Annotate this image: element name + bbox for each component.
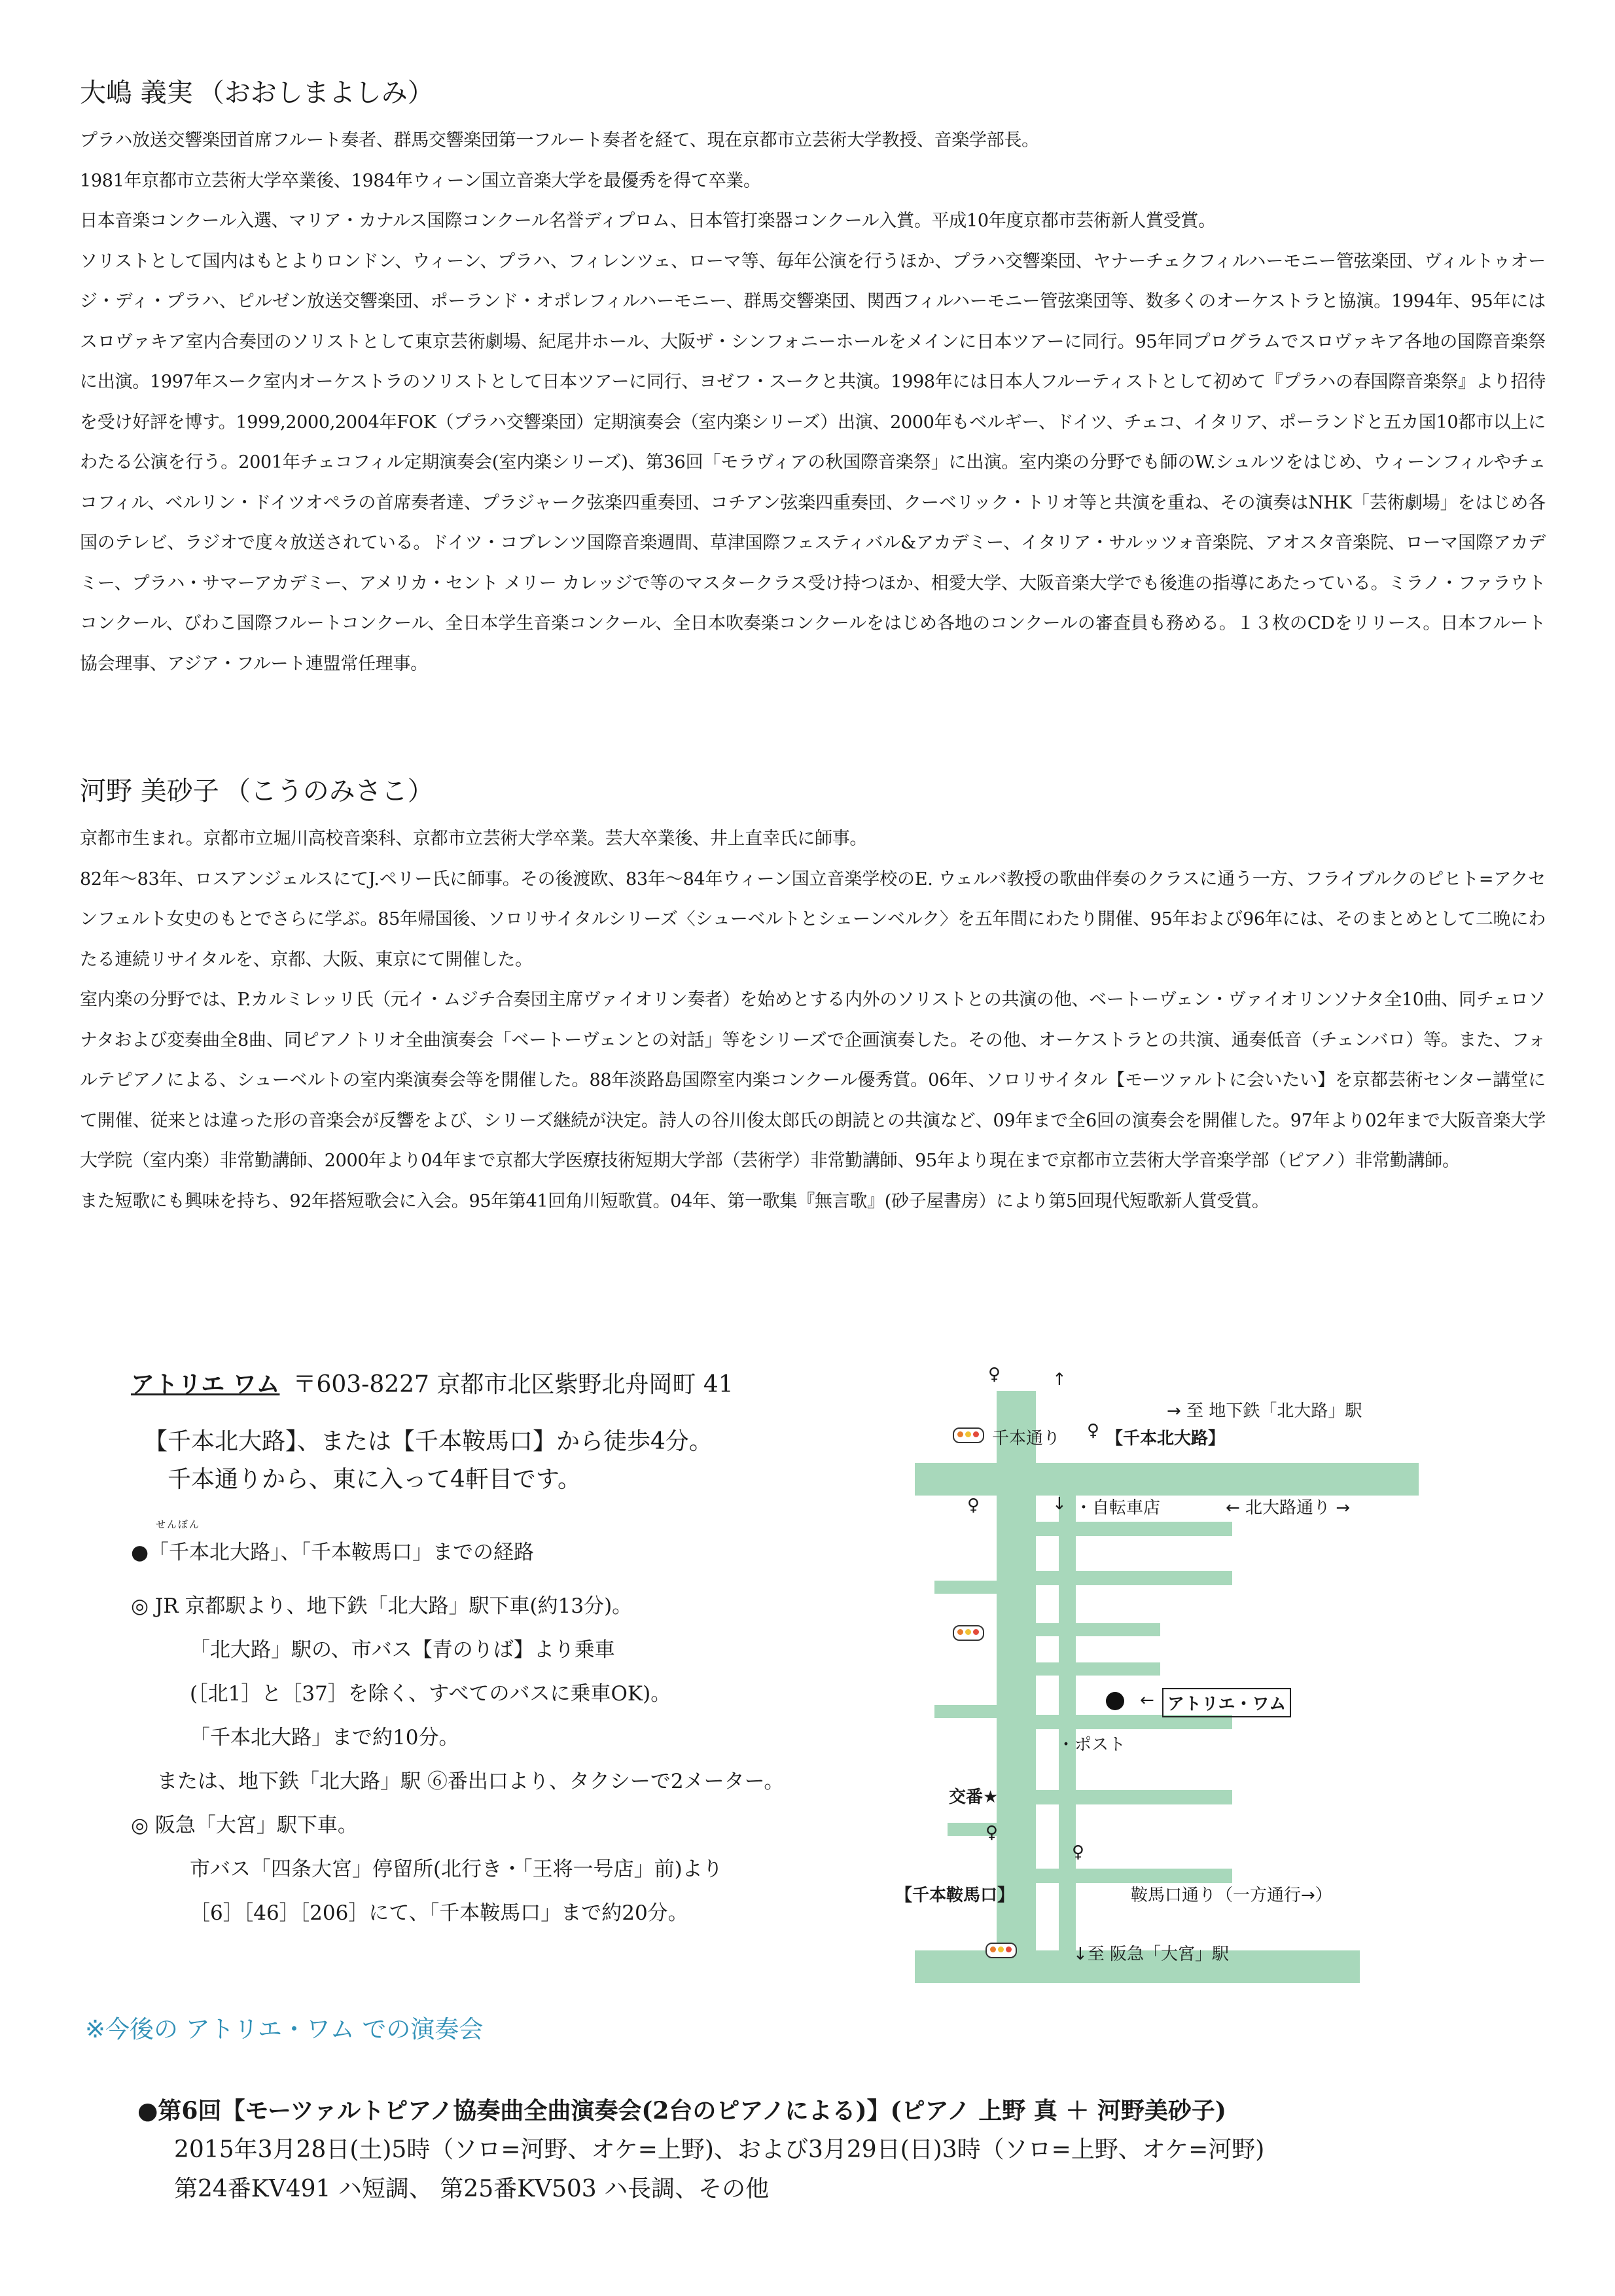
map-roads bbox=[895, 1365, 1445, 2003]
road-side bbox=[934, 1705, 997, 1718]
person-name: 河野 美砂子 bbox=[80, 776, 219, 806]
bio-paragraph: また短歌にも興味を持ち、92年搭短歌会に入会。95年第41回角川短歌賞。04年、第一歌集『無言歌』(砂子屋書房）により第5回現代短歌新人賞受賞。 bbox=[80, 1191, 1269, 1211]
road-kitaoji bbox=[915, 1463, 1419, 1496]
map-arrow-left: ← bbox=[1140, 1691, 1154, 1710]
map-label-to-kitaoji-station: → 至 地下鉄「北大路」駅 bbox=[1167, 1401, 1362, 1421]
venue-name: アトリエ ワム bbox=[131, 1371, 280, 1398]
traffic-signal-icon bbox=[985, 1943, 1017, 1958]
name-reading: （おおしまよしみ） bbox=[198, 78, 434, 108]
concert-program: 第24番KV491 ハ短調、 第25番KV503 ハ長調、その他 bbox=[174, 2176, 770, 2202]
biography-kono bbox=[80, 769, 1546, 1221]
bus-stop-icon: ♀ bbox=[1087, 1421, 1100, 1441]
upcoming-title: ※今後の アトリエ・ワム での演奏会 bbox=[85, 2015, 484, 2043]
map-label-atelier: アトリエ・ワム bbox=[1162, 1688, 1291, 1717]
map-arrow-up: ↑ bbox=[1052, 1370, 1067, 1390]
map-label-senbon-kitaoji: 【千本北大路】 bbox=[1106, 1429, 1226, 1448]
bio-paragraph: 京都市生まれ。京都市立堀川高校音楽科、京都市立芸術大学卒業。芸大卒業後、井上直幸氏に師事。 bbox=[80, 829, 868, 849]
venue-line bbox=[131, 1365, 870, 1405]
route-line: または、地下鉄「北大路」駅 ⑥番出口より、タクシーで2メーター。 bbox=[157, 1770, 785, 1793]
name-reading: （こうのみさこ） bbox=[224, 776, 434, 806]
route-line: (［北1］と［37］を除く、すべてのバスに乗車OK)。 bbox=[190, 1682, 671, 1706]
bio-paragraph: プラハ放送交響楽団首席フルート奏者、群馬交響楽団第一フルート奏者を経て、現在京都市立芸術大学教授、音楽学部長。 bbox=[80, 130, 1039, 151]
bus-stop-icon: ♀ bbox=[988, 1365, 1001, 1384]
bio-heading bbox=[80, 769, 1546, 814]
route-line: ◎ JR 京都駅より、地下鉄「北大路」駅下車(約13分)。 bbox=[131, 1594, 633, 1618]
route-line: 「北大路」駅の、市バス【青のりば】より乗車 bbox=[190, 1638, 615, 1662]
map-label-kitaoji-dori: ← 北大路通り → bbox=[1226, 1498, 1351, 1518]
venue-address: 〒603-8227 京都市北区紫野北舟岡町 41 bbox=[293, 1371, 734, 1398]
concert-dates: 2015年3月28日(土)5時（ソロ=河野、オケ=上野)、および3月29日(日)3時（ソロ=上野、オケ=河野) bbox=[174, 2136, 1265, 2163]
access-map bbox=[895, 1365, 1445, 2003]
map-label-to-omiya: ↓至 阪急「大宮」駅 bbox=[1073, 1945, 1230, 1964]
road-side bbox=[1036, 1623, 1160, 1636]
route-heading bbox=[131, 1518, 870, 1565]
route-list bbox=[131, 1585, 870, 1935]
atelier-location-icon bbox=[1106, 1692, 1124, 1710]
concert-info bbox=[137, 2091, 1544, 2209]
map-label-kuramaguchi-dori: 鞍馬口通り（一方通行→） bbox=[1131, 1886, 1332, 1905]
bus-stop-icon: ♀ bbox=[1072, 1842, 1085, 1862]
bio-paragraph: 82年〜83年、ロスアンジェルスにてJ.ペリー氏に師事。その後渡欧、83年〜84年ウィーン国立音楽学校のE. ウェルバ教授の歌曲伴奏のクラスに通う一方、フライブルクのピヒト=アクセンフェルト女史のもとでさらに学ぶ。85年帰国後、ソロリサイタルシリーズ〈シューベルトとシェーンベルク〉を五年間にわたり開催、95年および96年には、そのまとめとして二晩にわたる連続リサイタルを、京都、大阪、東京にて開催した。 bbox=[80, 869, 1546, 970]
person-name: 大嶋 義実 bbox=[80, 78, 193, 108]
route-heading-text: ●「千本北大路」、「千本鞍馬口」までの経路 bbox=[131, 1541, 535, 1564]
walk-directions bbox=[131, 1423, 870, 1499]
bio-paragraph: 室内楽の分野では、P.カルミレッリ氏（元イ・ムジチ合奏団主席ヴァイオリン奏者）を始めとする内外のソリストとの共演の他、ベートーヴェン・ヴァイオリンソナタ全10曲、同チェロソナタおよび変奏曲全8曲、同ピアノトリオ全曲演奏会「ベートーヴェンとの対話」等をシリーズで企画演奏した。その他、オーケストラとの共演、通奏低音（チェンバロ）等。また、フォルテピアノによる、シューベルトの室内楽演奏会等を開催した。88年淡路島国際室内楽コンクール優秀賞。06年、ソロリサイタル【モーツァルトに会いたい】を京都芸術センター講堂にて開催、従来とは違った形の音楽会が反響をよび、シリーズ継続が決定。詩人の谷川俊太郎氏の朗読との共演など、09年まで全6回の演奏会を開催した。97年より02年まで大阪音楽大学大学院（室内楽）非常勤講師、2000年より04年まで京都大学医療技術短期大学部（芸術学）非常勤講師、95年より現在まで京都市立芸術大学音楽学部（ピアノ）非常勤講師。 bbox=[80, 990, 1546, 1171]
route-line: 「千本北大路」まで約10分。 bbox=[190, 1726, 459, 1749]
bio-paragraph: 日本音楽コンクール入選、マリア・カナルス国際コンクール名誉ディプロム、日本管打楽器コンクール入賞。平成10年度京都市芸術新人賞受賞。 bbox=[80, 211, 1216, 231]
traffic-signal-icon bbox=[953, 1625, 984, 1641]
map-label-post: ・ポスト bbox=[1057, 1735, 1126, 1755]
road-side bbox=[934, 1581, 997, 1594]
route-line: 市バス「四条大宮」停留所(北行き・「王将一号店」前)より bbox=[190, 1857, 723, 1881]
concert-title: ●第6回【モーツァルトピアノ協奏曲全曲演奏会(2台のピアノによる)】(ピアノ 上野 真 ＋ 河野美砂子) bbox=[137, 2097, 1226, 2125]
access-info bbox=[131, 1365, 870, 1935]
bio-paragraph: 1981年京都市立芸術大学卒業後、1984年ウィーン国立音楽大学を最優秀を得て卒業。 bbox=[80, 170, 761, 191]
map-label-bicycle-shop: ・自転車店 bbox=[1075, 1498, 1161, 1518]
map-label-senbon-dori: 千本通り bbox=[992, 1429, 1061, 1448]
bus-stop-icon: ♀ bbox=[985, 1823, 999, 1842]
map-label-koban: 交番★ bbox=[949, 1787, 999, 1807]
bus-stop-icon: ♀ bbox=[967, 1496, 980, 1515]
bio-paragraph: ソリストとして国内はもとよりロンドン、ウィーン、プラハ、フィレンツェ、ローマ等、毎年公演を行うほか、プラハ交響楽団、ヤナーチェクフィルハーモニー管弦楽団、ヴィルトゥオージ・ディ・プラハ、ピルゼン放送交響楽団、ポーランド・オポレフィルハーモニー、群馬交響楽団、関西フィルハーモニー管弦楽団等、数多くのオーケストラと協演。1994年、95年にはスロヴァキア室内合奏団のソリストとして東京芸術劇場、紀尾井ホール、大阪ザ・シンフォニーホールをメインに日本ツアーに同行。95年同プログラムでスロヴァキア各地の国際音楽祭に出演。1997年スーク室内オーケストラのソリストとして日本ツアーに同行、ヨゼフ・スークと共演。1998年には日本人フルーティストとして初めて『プラハの春国際音楽祭』より招待を受け好評を博す。1999,2000,2004年FOK（プラハ交響楽団）定期演奏会（室内楽シリーズ）出演、2000年もベルギー、ドイツ、チェコ、イタリア、ポーランドと五カ国10都市以上にわたる公演を行う。2001年チェコフィル定期演奏会(室内楽シリーズ)、第36回「モラヴィアの秋国際音楽祭」に出演。室内楽の分野でも師のW.シュルツをはじめ、ウィーンフィルやチェコフィル、ベルリン・ドイツオペラの首席奏者達、プラジャーク弦楽四重奏団、コチアン弦楽四重奏団、クーベリック・トリオ等と共演を重ね、その演奏はNHK「芸術劇場」をはじめ各国のテレビ、ラジオで度々放送されている。ドイツ・コブレンツ国際音楽週間、草津国際フェスティバル&アカデミー、イタリア・サルッツォ音楽院、アオスタ音楽院、ローマ国際アカデミー、プラハ・サマーアカデミー、アメリカ・セント メリー カレッジで等のマスタークラス受け持つほか、相愛大学、大阪音楽大学でも後進の指導にあたっている。ミラノ・ファラウトコンクール、びわこ国際フルートコンクール、全日本学生音楽コンクール、全日本吹奏楽コンクールをはじめ各地のコンクールの審査員も務める。１３枚のCDをリリース。日本フルート協会理事、アジア・フルート連盟常任理事。 bbox=[80, 251, 1546, 674]
biography-oshima bbox=[80, 71, 1546, 684]
furigana: せんぼん bbox=[156, 1518, 201, 1530]
walk-line: 千本通りから、東に入って4軒目です。 bbox=[168, 1466, 582, 1493]
road-side bbox=[1036, 1662, 1160, 1676]
road-side bbox=[1059, 1496, 1076, 1954]
map-label-senbon-kuramaguchi: 【千本鞍馬口】 bbox=[895, 1886, 1015, 1905]
walk-line: 【千本北大路】、または【千本鞍馬口】から徒歩4分。 bbox=[144, 1428, 713, 1455]
route-line: ◎ 阪急「大宮」駅下車。 bbox=[131, 1814, 358, 1837]
route-line: ［6］［46］［206］にて、「千本鞍馬口」まで約20分。 bbox=[190, 1901, 688, 1925]
traffic-signal-icon bbox=[953, 1427, 984, 1443]
bio-heading bbox=[80, 71, 1546, 115]
map-arrow-down: ↓ bbox=[1052, 1494, 1067, 1514]
